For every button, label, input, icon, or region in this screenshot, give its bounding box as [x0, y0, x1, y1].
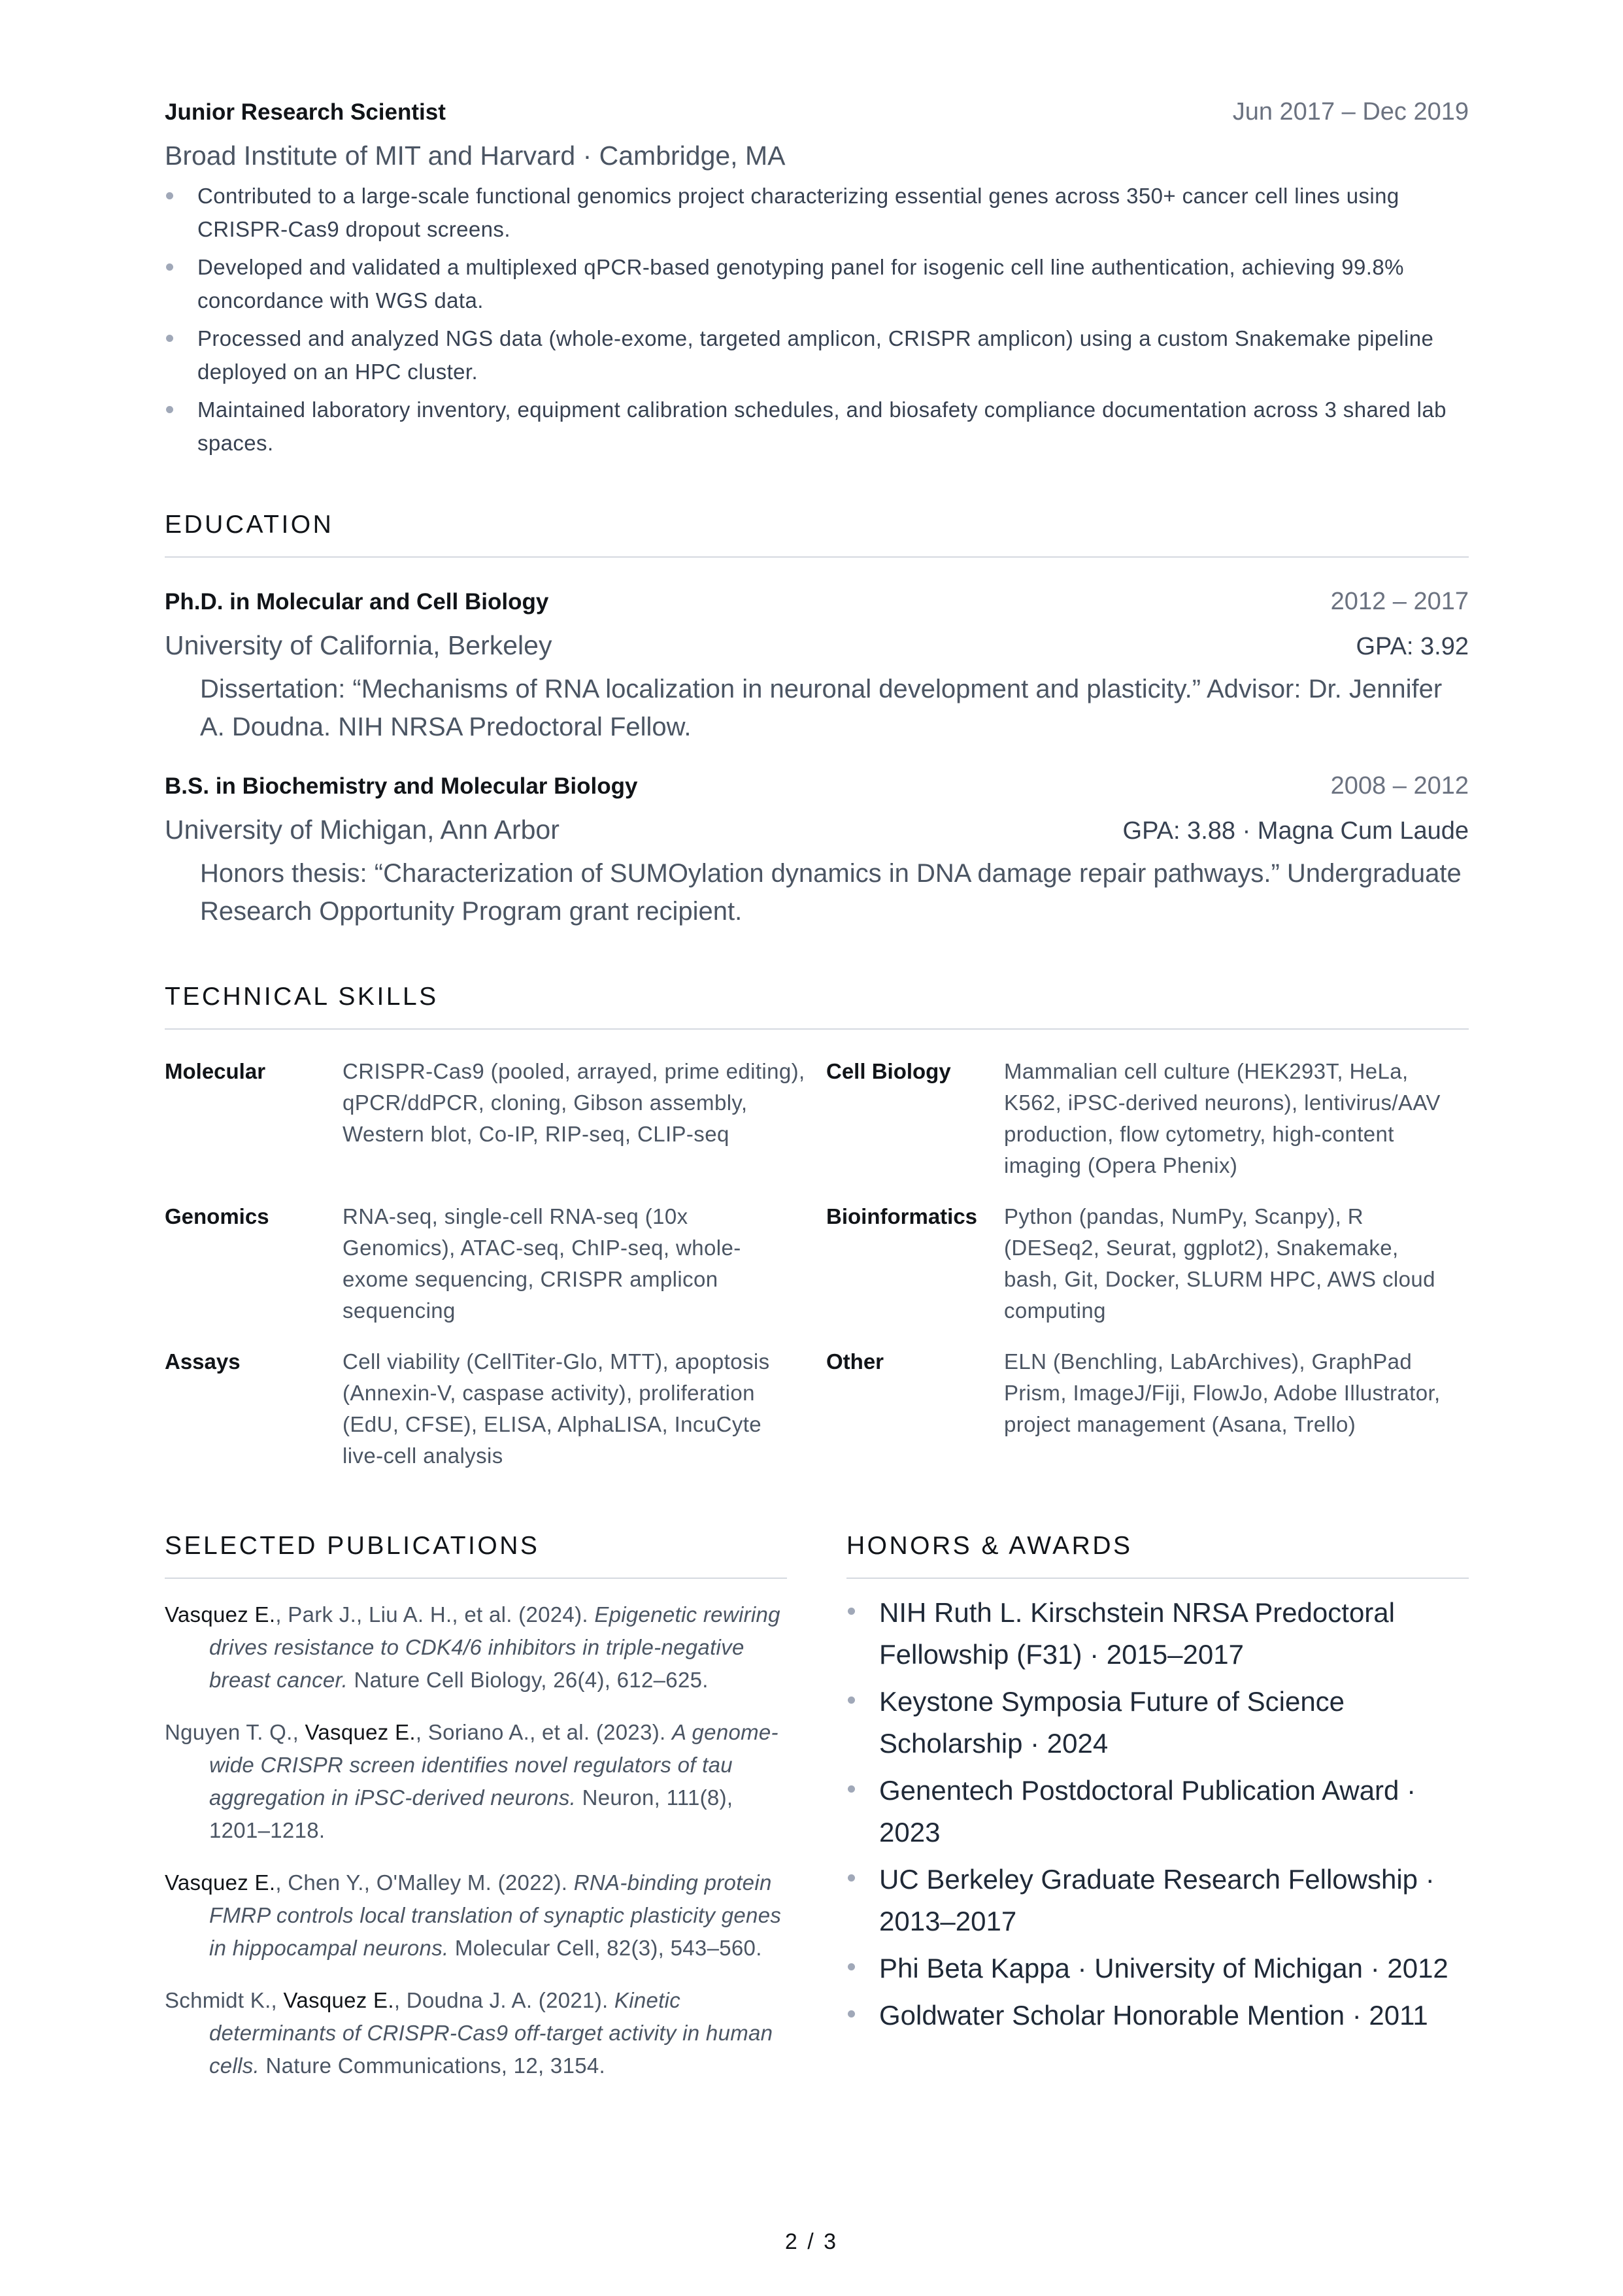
awards-section — [846, 1532, 1469, 2082]
degree-title: B.S. in Biochemistry and Molecular Biology — [165, 773, 638, 799]
education-note: Dissertation: “Mechanisms of RNA localization in neuronal development and plasticity.” Advisor: Dr. Jennifer A. Doudna. NIH NRSA Predoctoral Fellow. — [200, 675, 1443, 741]
experience-entry — [165, 98, 1469, 460]
awards-list — [846, 1592, 1469, 2036]
job-bullets — [165, 179, 1469, 460]
education-entry — [165, 772, 1469, 930]
degree-title: Ph.D. in Molecular and Cell Biology — [165, 589, 549, 615]
education-note: Honors thesis: “Characterization of SUMOylation dynamics in DNA damage repair pathways.” Undergraduate Research Opportunity Program grant recipient. — [200, 859, 1462, 926]
degree-dates: 2008 – 2012 — [1330, 772, 1469, 800]
skill-value: CRISPR-Cas9 (pooled, arrayed, prime editing), qPCR/ddPCR, cloning, Gibson assembly, Western blot, Co-IP, RIP-seq, CLIP-seq — [343, 1059, 805, 1146]
education-heading: EDUCATION — [165, 511, 1469, 558]
skill-value: ELN (Benchling, LabArchives), GraphPad Prism, ImageJ/Fiji, FlowJo, Adobe Illustrator, project management (Asana, Trello) — [1004, 1349, 1441, 1436]
author-self: Vasquez E. — [283, 1988, 394, 2012]
award-item: Genentech Postdoctoral Publication Award · 2023 — [846, 1770, 1469, 1853]
job-bullet: Contributed to a large-scale functional genomics project characterizing essential genes across 350+ cancer cell lines using CRISPR-Cas9 dropout screens. — [165, 179, 1469, 246]
publication-title: Epigenetic rewiring drives resistance to CDK4/6 inhibitors in triple-negative breast cancer. — [209, 1602, 780, 1692]
author-self: Vasquez E. — [165, 1870, 276, 1895]
job-title: Junior Research Scientist — [165, 99, 446, 125]
page-number: 2 / 3 — [784, 2229, 839, 2254]
bottom-columns — [165, 1532, 1469, 2082]
publication-item: Vasquez E., Park J., Liu A. H., et al. (2024). Epigenetic rewiring drives resistance to CDK4/6 inhibitors in triple-negative breast cancer. Nature Cell Biology, 26(4), 612–625. — [165, 1602, 780, 1692]
education-entry — [165, 588, 1469, 746]
author-self: Vasquez E. — [165, 1602, 276, 1627]
skill-category: Genomics — [165, 1204, 269, 1228]
page-content — [165, 98, 1469, 2082]
award-item: Goldwater Scholar Honorable Mention · 2011 — [846, 1995, 1469, 2036]
publication-journal: Nature Cell Biology, 26(4), 612–625. — [348, 1668, 709, 1692]
skill-value: Python (pandas, NumPy, Scanpy), R (DESeq2, Seurat, ggplot2), Snakemake, bash, Git, Docker, SLURM HPC, AWS cloud computing — [1004, 1204, 1435, 1323]
awards-heading: HONORS & AWARDS — [846, 1532, 1469, 1579]
skill-value: Mammalian cell culture (HEK293T, HeLa, K562, iPSC-derived neurons), lentivirus/AAV production, flow cytometry, high-content imaging (Opera Phenix) — [1004, 1059, 1441, 1177]
gpa: GPA: 3.88 · Magna Cum Laude — [1122, 817, 1469, 845]
job-bullet: Maintained laboratory inventory, equipment calibration schedules, and biosafety compliance documentation across 3 shared lab spaces. — [165, 393, 1469, 460]
publication-item: Schmidt K., Vasquez E., Doudna J. A. (2021). Kinetic determinants of CRISPR-Cas9 off-target activity in human cells. Nature Communications, 12, 3154. — [165, 1988, 773, 2078]
skills-section — [165, 983, 1469, 1472]
gpa: GPA: 3.92 — [1356, 633, 1469, 660]
school-name: University of Michigan, Ann Arbor — [165, 815, 560, 845]
publication-title: Kinetic determinants of CRISPR-Cas9 off-target activity in human cells. — [209, 1988, 773, 2078]
award-item: UC Berkeley Graduate Research Fellowship · 2013–2017 — [846, 1859, 1469, 1942]
degree-dates: 2012 – 2017 — [1330, 588, 1469, 615]
job-bullet: Developed and validated a multiplexed qPCR-based genotyping panel for isogenic cell line authentication, achieving 99.8% concordance with WGS data. — [165, 250, 1469, 317]
award-item: Phi Beta Kappa · University of Michigan · 2012 — [846, 1948, 1469, 1989]
school-name: University of California, Berkeley — [165, 630, 552, 660]
skill-category: Bioinformatics — [826, 1204, 978, 1228]
award-item: Keystone Symposia Future of Science Scholarship · 2024 — [846, 1681, 1469, 1764]
skill-category: Molecular — [165, 1059, 266, 1083]
skills-heading: TECHNICAL SKILLS — [165, 983, 1469, 1030]
author-self: Vasquez E. — [305, 1720, 416, 1744]
skill-category: Assays — [165, 1349, 241, 1374]
skill-value: RNA-seq, single-cell RNA-seq (10x Genomics), ATAC-seq, ChIP-seq, whole-exome sequencing, CRISPR amplicon sequencing — [343, 1204, 741, 1323]
education-section — [165, 511, 1469, 930]
publication-item: Vasquez E., Chen Y., O'Malley M. (2022). RNA-binding protein FMRP controls local translation of synaptic plasticity genes in hippocampal neurons. Molecular Cell, 82(3), 543–560. — [165, 1870, 782, 1960]
publication-item: Nguyen T. Q., Vasquez E., Soriano A., et al. (2023). A genome-wide CRISPR screen identifies novel regulators of tau aggregation in iPSC-derived neurons. Neuron, 111(8), 1201–1218. — [165, 1720, 778, 1842]
job-dates: Jun 2017 – Dec 2019 — [1232, 98, 1469, 126]
skill-category: Cell Biology — [826, 1059, 951, 1083]
skill-value: Cell viability (CellTiter-Glo, MTT), apoptosis (Annexin-V, caspase activity), proliferation (EdU, CFSE), ELISA, AlphaLISA, IncuCyte live-cell analysis — [343, 1349, 770, 1468]
publication-journal: Neuron, 111(8), 1201–1218. — [209, 1785, 733, 1842]
publication-journal: Nature Communications, 12, 3154. — [259, 2053, 606, 2078]
skills-grid — [165, 1056, 1469, 1472]
skill-category: Other — [826, 1349, 884, 1374]
publications-section — [165, 1532, 787, 2082]
publication-title: RNA-binding protein FMRP controls local translation of synaptic plasticity genes in hippocampal neurons. — [209, 1870, 782, 1960]
award-item: NIH Ruth L. Kirschstein NRSA Predoctoral Fellowship (F31) · 2015–2017 — [846, 1592, 1469, 1676]
job-organization: Broad Institute of MIT and Harvard · Cambridge, MA — [165, 141, 786, 171]
publication-journal: Molecular Cell, 82(3), 543–560. — [448, 1936, 762, 1960]
publication-title: A genome-wide CRISPR screen identifies novel regulators of tau aggregation in iPSC-derived neurons. — [209, 1720, 778, 1810]
job-bullet: Processed and analyzed NGS data (whole-exome, targeted amplicon, CRISPR amplicon) using a custom Snakemake pipeline deployed on an HPC cluster. — [165, 322, 1469, 388]
publications-heading: SELECTED PUBLICATIONS — [165, 1532, 787, 1579]
